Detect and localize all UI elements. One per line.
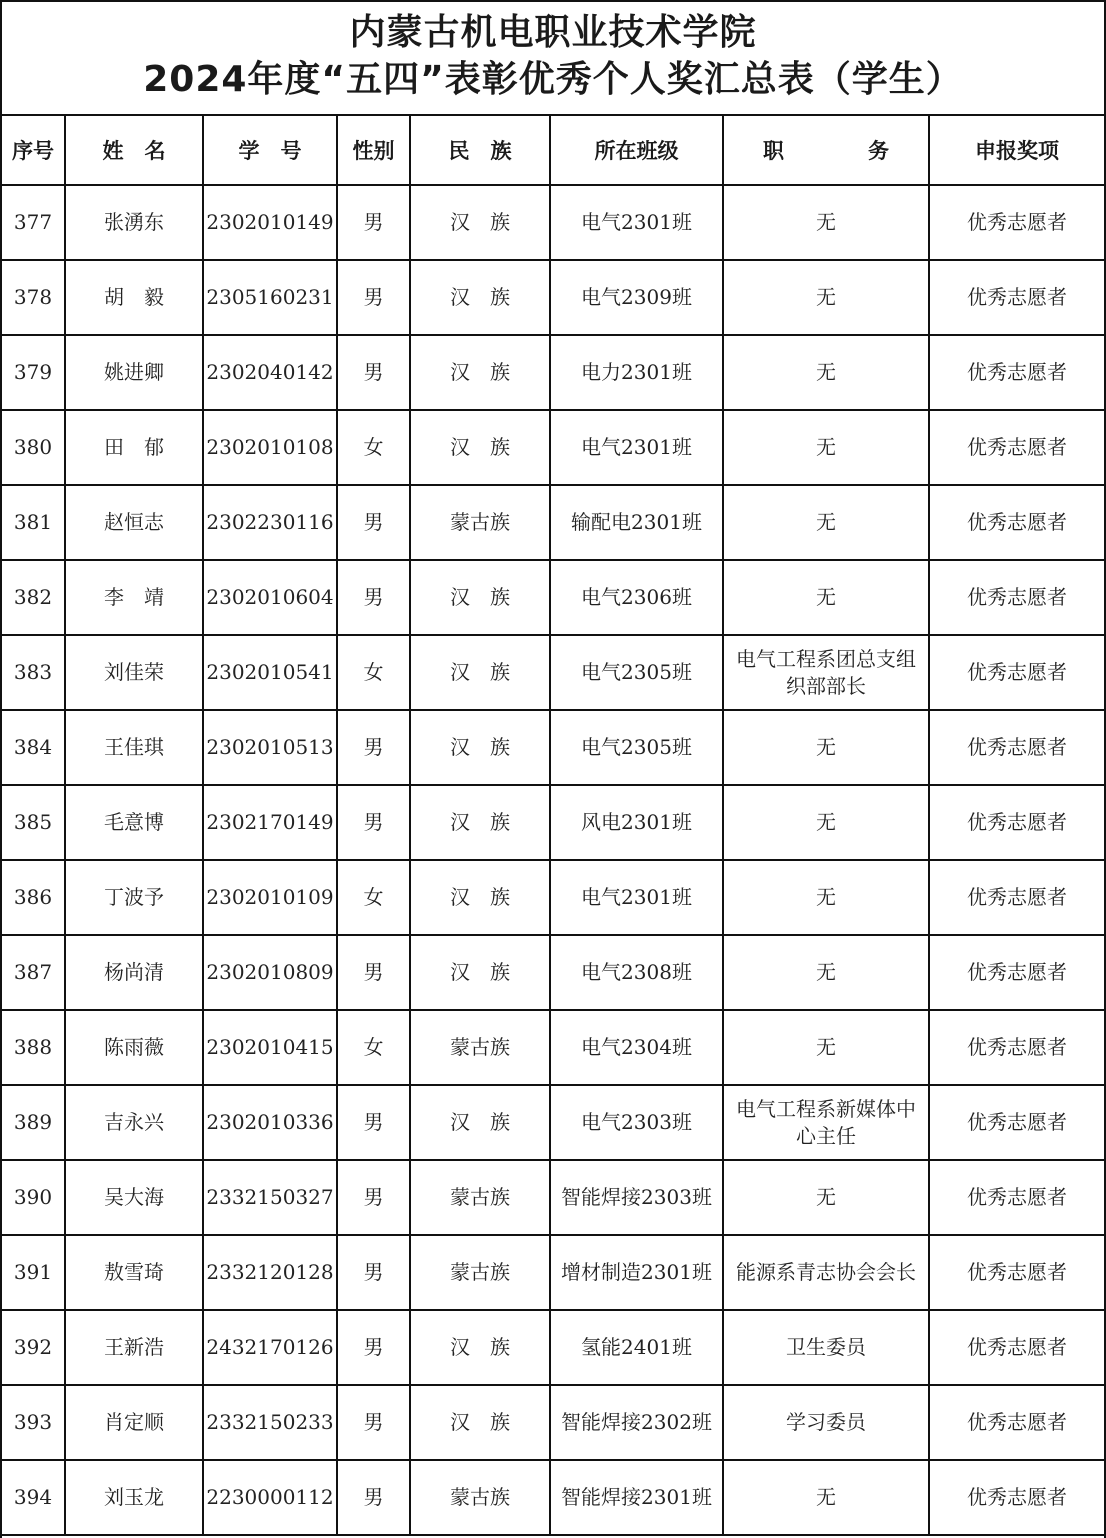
cell-award: 优秀志愿者	[929, 635, 1104, 710]
cell-ethnicity: 蒙古族	[410, 1460, 550, 1535]
table-row	[2, 785, 1104, 860]
table-row	[2, 1460, 1104, 1535]
cell-ethnicity: 汉 族	[410, 260, 550, 335]
table-row	[2, 185, 1104, 260]
cell-class: 增材制造2301班	[550, 1235, 723, 1310]
cell-gender: 女	[337, 410, 410, 485]
cell-student-id: 2302010109	[203, 860, 337, 935]
table-row	[2, 1010, 1104, 1085]
table-body	[2, 185, 1104, 1535]
cell-position: 无	[723, 860, 929, 935]
cell-ethnicity: 汉 族	[410, 1310, 550, 1385]
table-row	[2, 1160, 1104, 1235]
cell-class: 智能焊接2302班	[550, 1385, 723, 1460]
cell-seq: 384	[2, 710, 65, 785]
cell-name: 张湧东	[65, 185, 203, 260]
table-row	[2, 485, 1104, 560]
header-seq: 序号	[2, 116, 65, 185]
cell-award: 优秀志愿者	[929, 710, 1104, 785]
cell-ethnicity: 汉 族	[410, 860, 550, 935]
cell-award: 优秀志愿者	[929, 260, 1104, 335]
cell-student-id: 2302170149	[203, 785, 337, 860]
cell-student-id: 2302010336	[203, 1085, 337, 1160]
cell-name: 肖定顺	[65, 1385, 203, 1460]
cell-award: 优秀志愿者	[929, 1085, 1104, 1160]
cell-student-id: 2230000112	[203, 1460, 337, 1535]
cell-seq: 379	[2, 335, 65, 410]
cell-position: 电气工程系团总支组织部部长	[723, 635, 929, 710]
cell-student-id: 2302010149	[203, 185, 337, 260]
cell-ethnicity: 汉 族	[410, 710, 550, 785]
cell-class: 电气2305班	[550, 635, 723, 710]
cell-ethnicity: 汉 族	[410, 935, 550, 1010]
cell-gender: 男	[337, 1235, 410, 1310]
cell-position: 无	[723, 1010, 929, 1085]
cell-award: 优秀志愿者	[929, 1010, 1104, 1085]
cell-award: 优秀志愿者	[929, 410, 1104, 485]
table-row	[2, 1385, 1104, 1460]
cell-name: 吴大海	[65, 1160, 203, 1235]
cell-class: 氢能2401班	[550, 1310, 723, 1385]
cell-seq: 385	[2, 785, 65, 860]
cell-gender: 男	[337, 935, 410, 1010]
cell-award: 优秀志愿者	[929, 935, 1104, 1010]
header-name: 姓 名	[65, 116, 203, 185]
cell-position: 无	[723, 1460, 929, 1535]
cell-class: 电气2309班	[550, 260, 723, 335]
cell-ethnicity: 蒙古族	[410, 1160, 550, 1235]
cell-award: 优秀志愿者	[929, 1160, 1104, 1235]
cell-class: 电气2303班	[550, 1085, 723, 1160]
cell-gender: 男	[337, 335, 410, 410]
table-row	[2, 1235, 1104, 1310]
cell-gender: 男	[337, 710, 410, 785]
cell-class: 智能焊接2303班	[550, 1160, 723, 1235]
cell-seq: 389	[2, 1085, 65, 1160]
cell-ethnicity: 汉 族	[410, 185, 550, 260]
cell-name: 胡 毅	[65, 260, 203, 335]
cell-position: 无	[723, 260, 929, 335]
cell-class: 电气2301班	[550, 410, 723, 485]
table-row	[2, 860, 1104, 935]
cell-seq: 383	[2, 635, 65, 710]
cell-student-id: 2302010541	[203, 635, 337, 710]
table-header-row	[2, 116, 1104, 185]
cell-position: 无	[723, 710, 929, 785]
cell-name: 陈雨薇	[65, 1010, 203, 1085]
table-row	[2, 635, 1104, 710]
cell-ethnicity: 汉 族	[410, 1385, 550, 1460]
cell-ethnicity: 汉 族	[410, 785, 550, 860]
cell-seq: 378	[2, 260, 65, 335]
award-table	[2, 116, 1104, 1536]
cell-gender: 男	[337, 785, 410, 860]
cell-gender: 男	[337, 1385, 410, 1460]
cell-ethnicity: 汉 族	[410, 335, 550, 410]
cell-position: 学习委员	[723, 1385, 929, 1460]
table-row	[2, 1310, 1104, 1385]
cell-gender: 男	[337, 1460, 410, 1535]
header-class: 所在班级	[550, 116, 723, 185]
cell-award: 优秀志愿者	[929, 1235, 1104, 1310]
cell-ethnicity: 汉 族	[410, 1085, 550, 1160]
table-row	[2, 935, 1104, 1010]
cell-position: 无	[723, 485, 929, 560]
cell-ethnicity: 汉 族	[410, 635, 550, 710]
cell-gender: 男	[337, 1085, 410, 1160]
cell-name: 刘玉龙	[65, 1460, 203, 1535]
cell-name: 赵恒志	[65, 485, 203, 560]
cell-student-id: 2302040142	[203, 335, 337, 410]
cell-class: 电气2301班	[550, 860, 723, 935]
cell-class: 风电2301班	[550, 785, 723, 860]
cell-seq: 381	[2, 485, 65, 560]
table-row	[2, 410, 1104, 485]
cell-ethnicity: 汉 族	[410, 410, 550, 485]
cell-seq: 388	[2, 1010, 65, 1085]
table-row	[2, 335, 1104, 410]
table-row	[2, 1085, 1104, 1160]
cell-gender: 男	[337, 560, 410, 635]
cell-class: 智能焊接2301班	[550, 1460, 723, 1535]
table-row	[2, 260, 1104, 335]
document-title: 内蒙古机电职业技术学院	[349, 12, 757, 53]
cell-position: 无	[723, 560, 929, 635]
cell-student-id: 2302010604	[203, 560, 337, 635]
cell-position: 无	[723, 185, 929, 260]
cell-seq: 392	[2, 1310, 65, 1385]
cell-name: 毛意博	[65, 785, 203, 860]
cell-student-id: 2305160231	[203, 260, 337, 335]
cell-gender: 女	[337, 1010, 410, 1085]
cell-position: 电气工程系新媒体中心主任	[723, 1085, 929, 1160]
cell-student-id: 2302230116	[203, 485, 337, 560]
cell-seq: 387	[2, 935, 65, 1010]
cell-ethnicity: 蒙古族	[410, 1235, 550, 1310]
cell-name: 杨尚清	[65, 935, 203, 1010]
cell-seq: 394	[2, 1460, 65, 1535]
cell-ethnicity: 蒙古族	[410, 485, 550, 560]
cell-student-id: 2332150233	[203, 1385, 337, 1460]
cell-seq: 380	[2, 410, 65, 485]
cell-position: 卫生委员	[723, 1310, 929, 1385]
cell-class: 电气2304班	[550, 1010, 723, 1085]
cell-class: 电气2301班	[550, 185, 723, 260]
document-subtitle: 2024年度“五四”表彰优秀个人奖汇总表（学生）	[143, 59, 963, 100]
cell-gender: 男	[337, 1310, 410, 1385]
cell-student-id: 2302010108	[203, 410, 337, 485]
cell-student-id: 2302010415	[203, 1010, 337, 1085]
cell-seq: 393	[2, 1385, 65, 1460]
cell-class: 电力2301班	[550, 335, 723, 410]
header-student-id: 学 号	[203, 116, 337, 185]
cell-student-id: 2302010809	[203, 935, 337, 1010]
cell-student-id: 2332120128	[203, 1235, 337, 1310]
cell-name: 田 郁	[65, 410, 203, 485]
cell-ethnicity: 汉 族	[410, 560, 550, 635]
cell-name: 王佳琪	[65, 710, 203, 785]
cell-position: 能源系青志协会会长	[723, 1235, 929, 1310]
cell-position: 无	[723, 1160, 929, 1235]
table-row	[2, 560, 1104, 635]
cell-student-id: 2332150327	[203, 1160, 337, 1235]
cell-position: 无	[723, 410, 929, 485]
cell-gender: 男	[337, 185, 410, 260]
cell-seq: 377	[2, 185, 65, 260]
cell-award: 优秀志愿者	[929, 1385, 1104, 1460]
cell-gender: 男	[337, 1160, 410, 1235]
cell-position: 无	[723, 935, 929, 1010]
cell-class: 电气2305班	[550, 710, 723, 785]
cell-seq: 386	[2, 860, 65, 935]
cell-award: 优秀志愿者	[929, 1310, 1104, 1385]
cell-award: 优秀志愿者	[929, 485, 1104, 560]
title-block	[2, 2, 1104, 116]
cell-award: 优秀志愿者	[929, 185, 1104, 260]
cell-gender: 男	[337, 485, 410, 560]
cell-student-id: 2302010513	[203, 710, 337, 785]
cell-position: 无	[723, 335, 929, 410]
header-position: 职 务	[723, 116, 929, 185]
cell-position: 无	[723, 785, 929, 860]
cell-award: 优秀志愿者	[929, 785, 1104, 860]
cell-name: 姚进卿	[65, 335, 203, 410]
cell-award: 优秀志愿者	[929, 1460, 1104, 1535]
cell-name: 王新浩	[65, 1310, 203, 1385]
cell-seq: 391	[2, 1235, 65, 1310]
cell-award: 优秀志愿者	[929, 860, 1104, 935]
cell-class: 电气2306班	[550, 560, 723, 635]
cell-class: 输配电2301班	[550, 485, 723, 560]
cell-name: 李 靖	[65, 560, 203, 635]
cell-award: 优秀志愿者	[929, 335, 1104, 410]
cell-name: 丁波予	[65, 860, 203, 935]
cell-award: 优秀志愿者	[929, 560, 1104, 635]
cell-gender: 女	[337, 860, 410, 935]
table-row	[2, 710, 1104, 785]
cell-student-id: 2432170126	[203, 1310, 337, 1385]
header-award: 申报奖项	[929, 116, 1104, 185]
cell-seq: 382	[2, 560, 65, 635]
cell-class: 电气2308班	[550, 935, 723, 1010]
cell-name: 吉永兴	[65, 1085, 203, 1160]
header-ethnicity: 民 族	[410, 116, 550, 185]
cell-name: 敖雪琦	[65, 1235, 203, 1310]
cell-gender: 女	[337, 635, 410, 710]
cell-gender: 男	[337, 260, 410, 335]
header-gender: 性别	[337, 116, 410, 185]
cell-ethnicity: 蒙古族	[410, 1010, 550, 1085]
cell-name: 刘佳荣	[65, 635, 203, 710]
cell-seq: 390	[2, 1160, 65, 1235]
